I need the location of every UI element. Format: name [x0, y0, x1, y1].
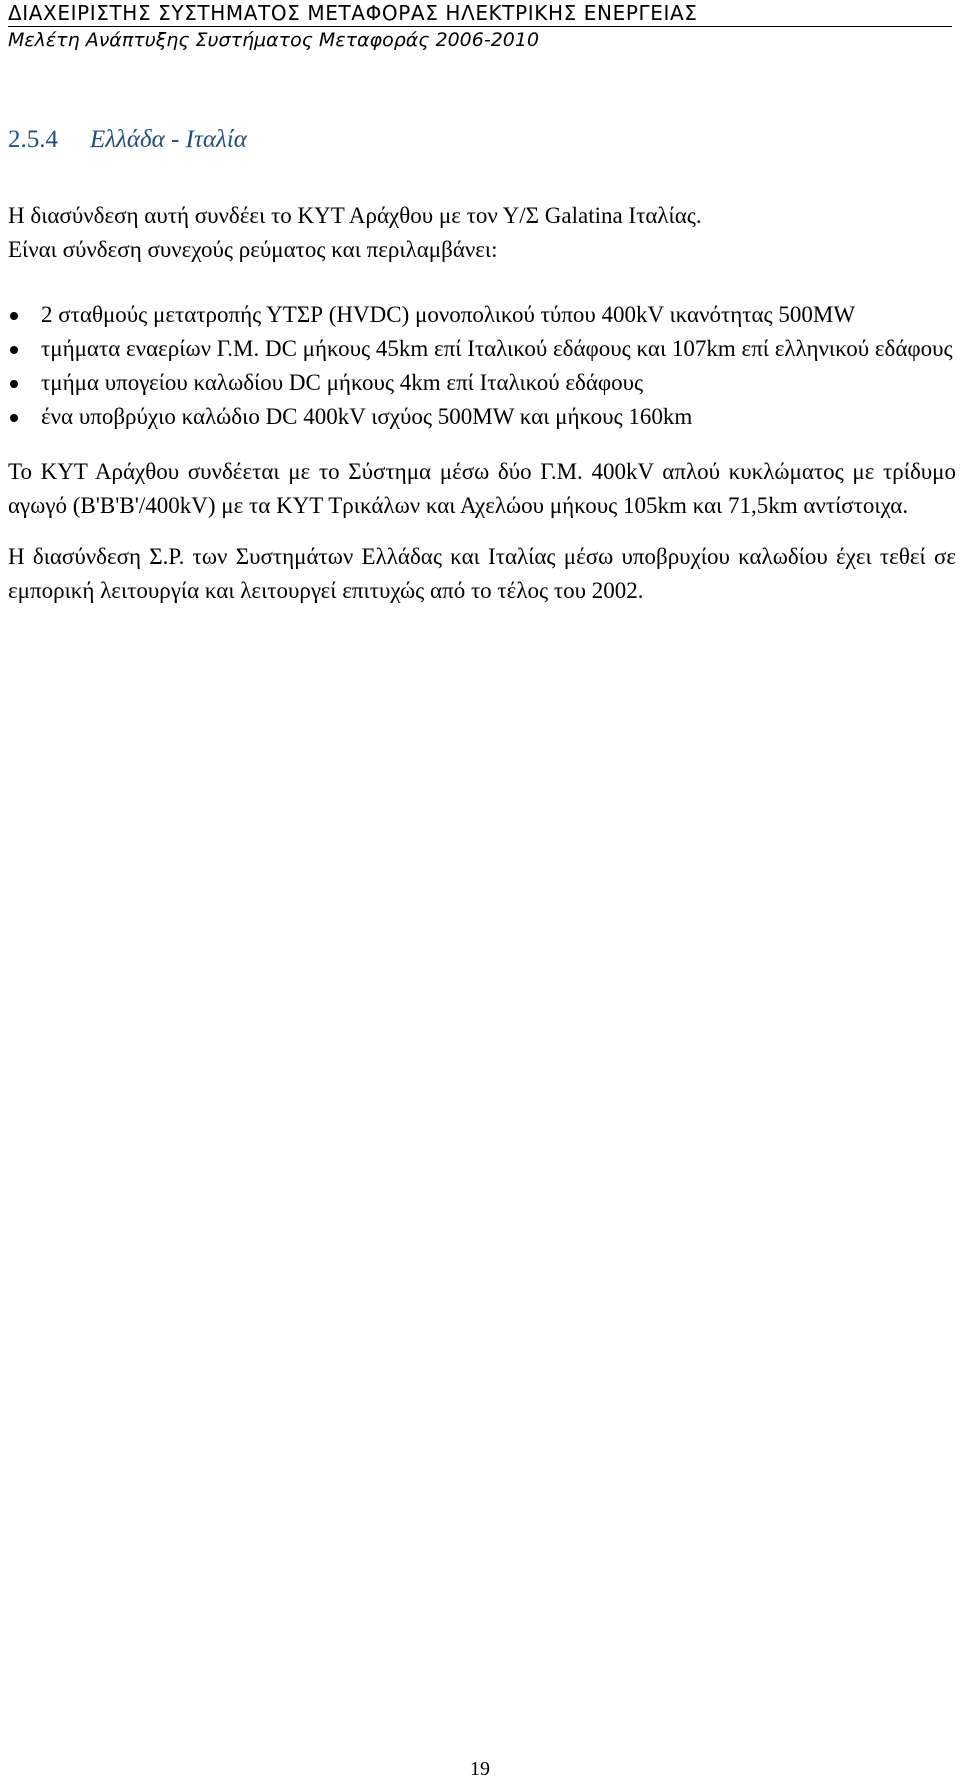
body-content: [8, 199, 956, 608]
paragraph-interconnection-status: Η διασύνδεση Σ.Ρ. των Συστημάτων Ελλάδας και Ιταλίας μέσω υποβρυχίου καλωδίου έχει τεθεί σε εμπορική λειτουργία και λειτουργεί επιτυχώς από το τέλος του 2002.: [8, 544, 956, 603]
intro-paragraph: [8, 199, 956, 267]
bullet-list: [8, 298, 956, 434]
page-number: 19: [470, 1758, 490, 1780]
intro-line-1: Η διασύνδεση αυτή συνδέει το ΚΥΤ Αράχθου με τον Υ/Σ Galatina Ιταλίας.: [8, 203, 702, 228]
list-item: [8, 400, 956, 434]
page-header: [8, 0, 952, 53]
section-title: Ελλάδα - Ιταλία: [90, 126, 247, 153]
list-item-text: 2 σταθμούς μετατροπής ΥΤΣΡ (HVDC) μονοπολικού τύπου 400kV ικανότητας 500MW: [41, 302, 856, 327]
intro-line-2: Είναι σύνδεση συνεχούς ρεύματος και περιλαμβάνει:: [8, 237, 498, 262]
bullet-icon: [10, 414, 18, 422]
bullet-icon: [10, 312, 18, 320]
list-item-text: τμήματα εναερίων Γ.Μ. DC μήκους 45km επί Ιταλικού εδάφους και 107km επί ελληνικού εδάφους: [41, 336, 953, 361]
list-item-text: τμήμα υπογείου καλωδίου DC μήκους 4km επί Ιταλικού εδάφους: [41, 370, 644, 395]
header-subtitle: Μελέτη Ανάπτυξης Συστήματος Μεταφοράς 2006-2010: [8, 29, 540, 51]
bullet-icon: [10, 380, 18, 388]
paragraph-arachthos-connection: Το ΚΥΤ Αράχθου συνδέεται με το Σύστημα μέσω δύο Γ.Μ. 400kV απλού κυκλώματος με τρίδυμο αγωγό (B'B'B'/400kV) με τα ΚΥΤ Τρικάλων και Αχελώου μήκους 105km και 71,5km αντίστοιχα.: [8, 459, 956, 518]
header-title: ΔΙΑΧΕΙΡΙΣΤΗΣ ΣΥΣΤΗΜΑΤΟΣ ΜΕΤΑΦΟΡΑΣ ΗΛΕΚΤΡΙΚΗΣ ΕΝΕΡΓΕΙΑΣ: [8, 1, 698, 25]
bullet-icon: [10, 346, 18, 354]
list-item: [8, 332, 956, 366]
list-item: [8, 298, 956, 332]
list-item-text: ένα υποβρύχιο καλώδιο DC 400kV ισχύος 500MW και μήκους 160km: [41, 404, 693, 429]
list-item: [8, 366, 956, 400]
section-heading: [8, 124, 247, 156]
section-number: 2.5.4: [8, 126, 58, 153]
